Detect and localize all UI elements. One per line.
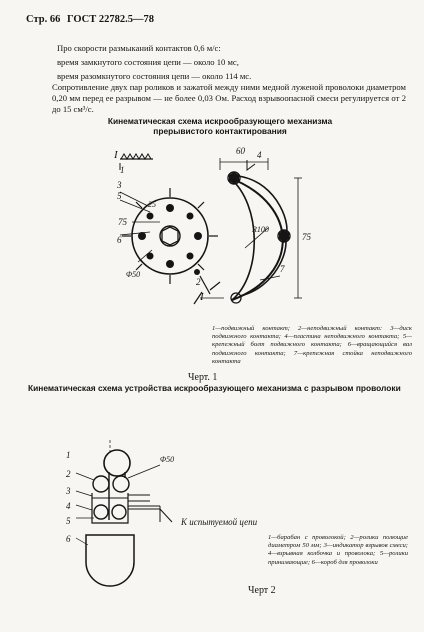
figure2-caption: 1—барабан с проволокой; 2—ролики полющие диаметром 50 мм; 3—индикатор взрывов смеси; 4—взрывная колбочка и проволока; 5—ролики принимающие; 6—короб для проволоки	[268, 534, 408, 566]
standard-code: ГОСТ 22782.5—78	[66, 14, 155, 25]
fig2-label-3: 3	[66, 486, 71, 496]
fig2-dim-phi50: Φ50	[160, 455, 175, 464]
fig1-dim-r100: R100	[252, 225, 269, 234]
figure1-number: Черт. 1	[188, 372, 218, 383]
fig1-dim-phi50: Φ50	[126, 270, 141, 279]
fig2-label-4: 4	[66, 501, 71, 511]
fig1-dim-25: 25	[148, 200, 156, 209]
fig1-dim-75-right: 75	[302, 232, 311, 242]
fig1-label-6: 6	[117, 235, 122, 245]
figure2-title: Кинематическая схема устройства искрообразующего механизма с разрывом проволоки	[28, 383, 401, 393]
fig1-view-i-bottom: I	[200, 291, 204, 303]
fig1-dim-60: 60	[236, 146, 245, 156]
fig1-label-3: 3	[117, 180, 122, 190]
fig1-dim-75-left: 75	[118, 217, 127, 227]
fig1-label-7: 7	[280, 264, 285, 274]
fig2-label-6: 6	[66, 534, 71, 544]
text-line-1: Про скорости размыканий контактов 0,6 м/с:	[57, 43, 221, 53]
fig2-to-circuit: К испытуемой цепи	[181, 517, 258, 527]
fig2-label-5: 5	[66, 516, 71, 526]
figure1-title: Кинематическая схема искрообразующего механизма прерывистого контактирования	[107, 116, 333, 136]
figure1-caption: 1—подвижный контакт; 2—неподвижный контакт: 3—диск подвижного контакта; 4—пластина неподвижного контакта; 5—крепежный болт подвижного контакта; 6—вращающийся вал подвижного контакта; 7—крепежная стойка неподвижного контакта	[212, 325, 412, 365]
page-number: Стр. 66	[26, 14, 61, 25]
fig2-label-1: 1	[66, 450, 71, 460]
fig1-label-5: 5	[117, 191, 122, 201]
fig1-label-4: 4	[257, 150, 262, 160]
body-paragraph: Сопротивление двух пар роликов и зажатой между ними медной луженой проволоки диаметром 0,20 мм перед ее разрывом — не более 0,03 Ом. Расход взрывоопасной смеси регулируется от 2 до 15 см³/с.	[52, 82, 406, 114]
figure2-number: Черт 2	[248, 585, 276, 596]
fig1-view-i-top: I	[114, 149, 118, 161]
text-line-2: время замкнутого состояния цепи — около 10 мс,	[57, 57, 239, 67]
fig1-label-2: 2	[196, 277, 201, 287]
fig1-label-1: 1	[120, 165, 125, 175]
text-line-3: время разомкнутого состояния цепи — около 114 мс.	[57, 71, 252, 81]
fig2-label-2: 2	[66, 469, 71, 479]
